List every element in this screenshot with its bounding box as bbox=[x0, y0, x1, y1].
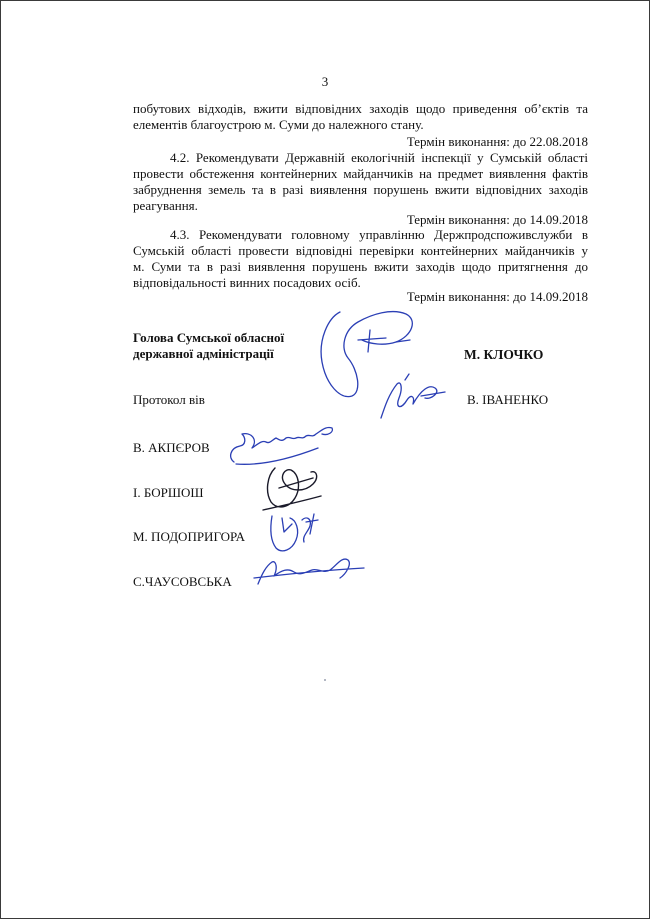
item-4-2-line-1: 4.2. Рекомендувати Державній екологічній інспекції у Сумській області bbox=[170, 150, 588, 165]
continuation-line-1: побутових відходів, вжити відповідних заходів щодо приведення об’єктів та bbox=[133, 101, 588, 116]
deadline-2: Термін виконання: до 14.09.2018 bbox=[406, 212, 588, 227]
item-4-2-line-4: реагування. bbox=[133, 198, 198, 213]
protocol-label: Протокол вів bbox=[133, 392, 205, 407]
page-number: 3 bbox=[321, 74, 329, 89]
deadline-3: Термін виконання: до 14.09.2018 bbox=[406, 289, 588, 304]
item-4-3-line-4: відповідальності винних посадових осіб. bbox=[133, 275, 361, 290]
head-name: М. КЛОЧКО bbox=[464, 347, 544, 362]
member-3-name: М. ПОДОПРИГОРА bbox=[133, 529, 245, 544]
member-2-name: І. БОРШОШ bbox=[133, 485, 204, 500]
member-1-name: В. АКПЄРОВ bbox=[133, 440, 210, 455]
item-4-2-line-2: провести обстеження контейнерних майданчиків на предмет виявлення фактів bbox=[133, 166, 588, 181]
item-4-2-line-3: забруднення земель та в разі виявлення порушень вжити відповідних заходів bbox=[133, 182, 588, 197]
member-4-name: С.ЧАУСОВСЬКА bbox=[133, 574, 232, 589]
head-title-line-1: Голова Сумської обласної bbox=[133, 330, 285, 345]
continuation-line-2: елементів благоустрою м. Суми до належного стану. bbox=[133, 117, 424, 132]
head-title-line-2: державної адміністрації bbox=[133, 346, 274, 361]
item-4-3-line-1: 4.3. Рекомендувати головному управлінню Держпродспоживслужби в bbox=[170, 227, 588, 242]
protocol-signature-icon bbox=[375, 370, 450, 425]
item-4-3-line-2: Сумській області провести відповідні перевірки контейнерних майданчиків у bbox=[133, 243, 588, 258]
member-4-signature-icon bbox=[248, 548, 368, 593]
item-4-3-line-3: м. Суми та в разі виявлення порушень вжити заходів щодо притягнення до bbox=[133, 259, 588, 274]
protocol-name: В. ІВАНЕНКО bbox=[467, 392, 549, 407]
deadline-1: Термін виконання: до 22.08.2018 bbox=[406, 134, 588, 149]
scan-speck bbox=[324, 679, 326, 681]
